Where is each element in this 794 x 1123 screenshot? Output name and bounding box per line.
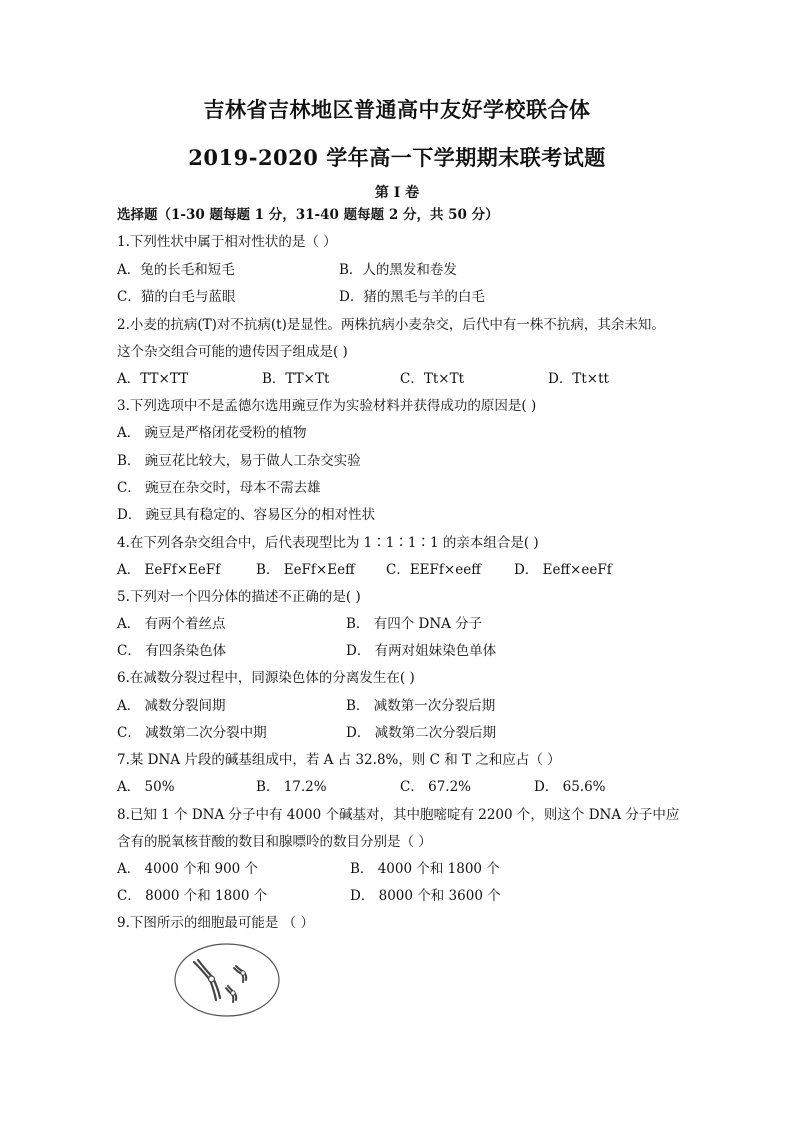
question-7-option-a: A． 50%	[117, 779, 175, 795]
question-8-option-a: A． 4000 个和 900 个	[117, 861, 259, 877]
question-3-option-d: D． 豌豆具有稳定的、容易区分的相对性状	[117, 507, 376, 523]
question-1-option-c: C．猫的白毛与蓝眼	[117, 289, 236, 305]
question-5-option-b: B． 有四个 DNA 分子	[346, 616, 483, 632]
question-1-option-b: B．人的黑发和卷发	[339, 262, 457, 278]
volume-label: 第 I 卷	[374, 185, 420, 201]
question-3-option-a: A． 豌豆是严格闭花受粉的植物	[117, 425, 307, 441]
question-8-option-c: C． 8000 个和 1800 个	[117, 888, 268, 904]
question-8-stem-line2: 含有的脱氧核苷酸的数目和腺嘌呤的数目分别是（ ）	[117, 834, 432, 850]
question-7-option-d: D． 65.6%	[534, 779, 606, 795]
question-2-option-a: A．TT×TT	[117, 371, 189, 387]
question-4-option-a: A． EeFf×EeFf	[117, 562, 221, 578]
question-1-stem: 1.下列性状中属于相对性状的是（ ）	[117, 234, 337, 250]
chromosome-small-lower	[226, 986, 236, 1002]
question-4-option-b: B． EeFf×Eeff	[256, 562, 355, 578]
question-9-stem: 9.下图所示的细胞最可能是 （ ）	[117, 915, 314, 931]
question-4-option-c: C．EEFf×eeff	[386, 562, 481, 578]
exam-title-line2: 2019-2020 学年高一下学期期末联考试题	[188, 145, 606, 170]
chromosome-small-upper	[234, 966, 246, 982]
question-2-option-c: C．Tt×Tt	[400, 371, 464, 387]
question-1-option-d: D．猪的黑毛与羊的白毛	[339, 289, 485, 305]
question-2-stem-line1: 2.小麦的抗病(T)对不抗病(t)是显性。两株抗病小麦杂交，后代中有一株不抗病，其余未知。	[117, 317, 665, 333]
cell-membrane	[175, 944, 279, 1016]
question-8-option-b: B． 4000 个和 1800 个	[350, 861, 500, 877]
question-6-stem: 6.在减数分裂过程中，同源染色体的分离发生在( )	[117, 670, 415, 686]
question-4-stem: 4.在下列各杂交组合中，后代表现型比为 1∶1∶1∶1 的亲本组合是( )	[117, 535, 539, 551]
question-6-option-b: B． 减数第一次分裂后期	[346, 698, 496, 714]
question-6-option-d: D． 减数第二次分裂后期	[346, 725, 497, 741]
question-8-stem-line1: 8.已知 1 个 DNA 分子中有 4000 个碱基对，其中胞嘧啶有 2200 个，则这个 DNA 分子中应	[117, 807, 680, 823]
question-1-option-a: A．兔的长毛和短毛	[117, 262, 235, 278]
question-2-stem-line2: 这个杂交组合可能的遗传因子组成是( )	[117, 344, 348, 360]
question-2-option-b: B．TT×Tt	[262, 371, 330, 387]
question-6-option-c: C． 减数第二次分裂中期	[117, 725, 267, 741]
question-5-option-c: C． 有四条染色体	[117, 643, 227, 659]
cell-diagram-figure	[172, 940, 282, 1020]
question-7-option-b: B． 17.2%	[256, 779, 327, 795]
question-3-stem: 3.下列选项中不是孟德尔选用豌豆作为实验材料并获得成功的原因是( )	[117, 398, 537, 414]
question-2-option-d: D．Tt×tt	[548, 371, 609, 387]
chromosome-large	[194, 960, 220, 1000]
section-heading: 选择题（1-30 题每题 1 分，31-40 题每题 2 分，共 50 分）	[117, 207, 499, 223]
question-5-stem: 5.下列对一个四分体的描述不正确的是( )	[117, 589, 361, 605]
question-7-option-c: C． 67.2%	[400, 779, 472, 795]
question-4-option-d: D． Eeff×eeFf	[514, 562, 612, 578]
exam-title-line1: 吉林省吉林地区普通高中友好学校联合体	[203, 97, 591, 122]
question-6-option-a: A． 减数分裂间期	[117, 698, 226, 714]
question-5-option-d: D． 有两对姐妹染色单体	[346, 643, 497, 659]
question-5-option-a: A． 有两个着丝点	[117, 616, 226, 632]
question-8-option-d: D． 8000 个和 3600 个	[350, 888, 501, 904]
question-3-option-b: B． 豌豆花比较大，易于做人工杂交实验	[117, 453, 361, 469]
question-7-stem: 7.某 DNA 片段的碱基组成中，若 A 占 32.8%，则 C 和 T 之和应占（ ）	[117, 752, 561, 768]
question-3-option-c: C． 豌豆在杂交时，母本不需去雄	[117, 480, 321, 496]
